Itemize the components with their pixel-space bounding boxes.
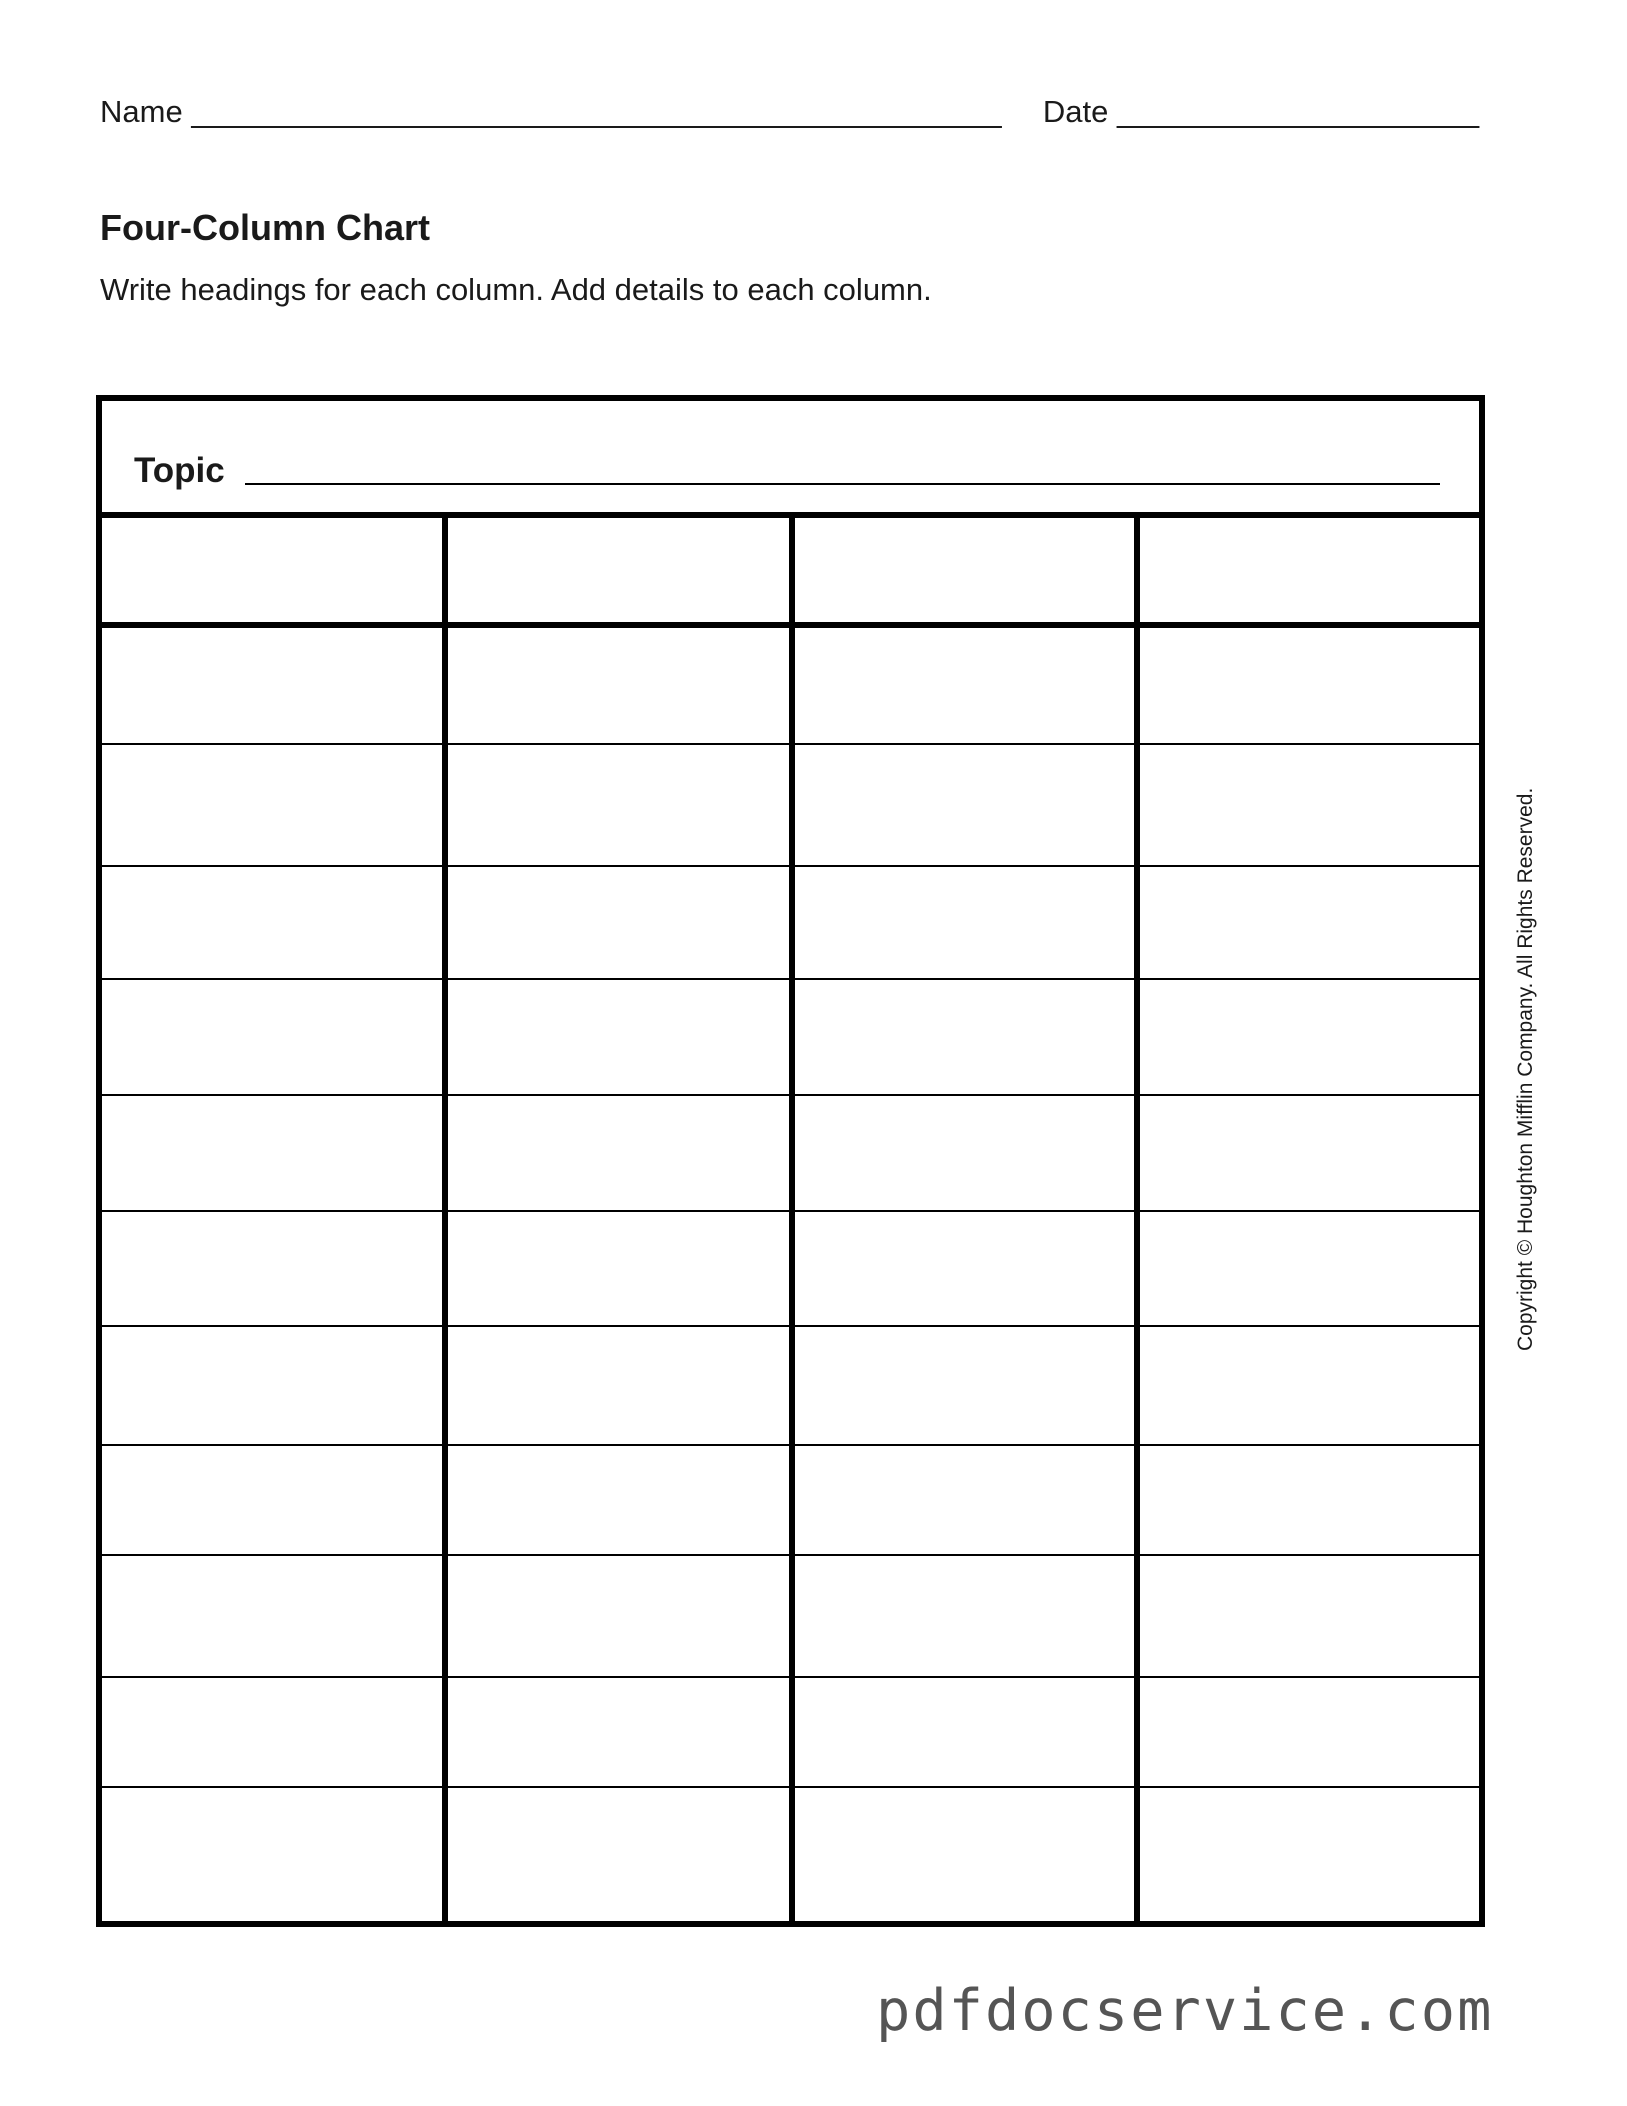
detail-cell[interactable] — [796, 1215, 1133, 1322]
detail-cell[interactable] — [106, 1215, 441, 1322]
detail-cell[interactable] — [106, 629, 441, 740]
detail-cell[interactable] — [796, 1559, 1133, 1673]
detail-cell[interactable] — [796, 1681, 1133, 1783]
detail-cell[interactable] — [1141, 1559, 1475, 1673]
detail-cell[interactable] — [1141, 1791, 1475, 1917]
name-label: Name — [100, 94, 183, 129]
topic-blank[interactable] — [245, 483, 1440, 485]
page-title: Four-Column Chart — [100, 207, 430, 248]
row-divider — [102, 978, 1479, 980]
detail-cell[interactable] — [796, 629, 1133, 740]
name-blank[interactable]: _______________________________________________ — [191, 94, 1002, 129]
row-divider — [102, 1094, 1479, 1096]
row-divider — [102, 1554, 1479, 1556]
detail-cell[interactable] — [1141, 983, 1475, 1091]
date-blank[interactable]: _____________________ — [1117, 94, 1480, 129]
detail-cell[interactable] — [449, 1449, 788, 1551]
column-heading-cell[interactable] — [1141, 522, 1475, 621]
detail-cell[interactable] — [106, 870, 441, 975]
detail-cell[interactable] — [449, 1330, 788, 1441]
detail-cell[interactable] — [1141, 629, 1475, 740]
detail-cell[interactable] — [796, 870, 1133, 975]
detail-cell[interactable] — [106, 1449, 441, 1551]
detail-cell[interactable] — [449, 983, 788, 1091]
row-divider — [102, 1325, 1479, 1327]
detail-cell[interactable] — [449, 1791, 788, 1917]
detail-cell[interactable] — [449, 1099, 788, 1207]
detail-cell[interactable] — [796, 983, 1133, 1091]
instructions: Write headings for each column. Add details to each column. — [100, 272, 932, 307]
topic-row — [102, 401, 1479, 518]
column-divider — [1134, 518, 1140, 1921]
detail-cell[interactable] — [449, 629, 788, 740]
column-heading-cell[interactable] — [449, 522, 788, 621]
detail-cell[interactable] — [796, 1330, 1133, 1441]
copyright-notice: Copyright © Houghton Mifflin Company. All Rights Reserved. — [1514, 787, 1537, 1351]
detail-cell[interactable] — [796, 1099, 1133, 1207]
detail-cell[interactable] — [106, 983, 441, 1091]
watermark: pdfdocservice.com — [876, 1978, 1494, 2044]
detail-cell[interactable] — [449, 1215, 788, 1322]
detail-cell[interactable] — [106, 1791, 441, 1917]
detail-cell[interactable] — [796, 1449, 1133, 1551]
detail-cell[interactable] — [1141, 1681, 1475, 1783]
detail-cell[interactable] — [796, 1791, 1133, 1917]
detail-cell[interactable] — [1141, 1215, 1475, 1322]
detail-cell[interactable] — [106, 748, 441, 862]
detail-cell[interactable] — [449, 748, 788, 862]
detail-cell[interactable] — [106, 1099, 441, 1207]
detail-cell[interactable] — [1141, 870, 1475, 975]
heading-row-divider — [102, 622, 1479, 628]
detail-cell[interactable] — [1141, 1330, 1475, 1441]
detail-cell[interactable] — [106, 1559, 441, 1673]
detail-cell[interactable] — [449, 1681, 788, 1783]
row-divider — [102, 1210, 1479, 1212]
detail-cell[interactable] — [1141, 1099, 1475, 1207]
column-heading-cell[interactable] — [796, 522, 1133, 621]
row-divider — [102, 865, 1479, 867]
four-column-chart — [96, 395, 1485, 1927]
detail-cell[interactable] — [106, 1330, 441, 1441]
detail-cell[interactable] — [106, 1681, 441, 1783]
column-divider — [442, 518, 448, 1921]
detail-cell[interactable] — [449, 870, 788, 975]
row-divider — [102, 1676, 1479, 1678]
column-divider — [789, 518, 795, 1921]
row-divider — [102, 1444, 1479, 1446]
column-heading-cell[interactable] — [106, 522, 441, 621]
name-date-line — [100, 92, 1520, 132]
date-label: Date — [1042, 94, 1109, 129]
detail-cell[interactable] — [796, 748, 1133, 862]
topic-label: Topic — [134, 451, 225, 490]
detail-cell[interactable] — [1141, 1449, 1475, 1551]
detail-cell[interactable] — [1141, 748, 1475, 862]
row-divider — [102, 1786, 1479, 1788]
detail-cell[interactable] — [449, 1559, 788, 1673]
row-divider — [102, 743, 1479, 745]
